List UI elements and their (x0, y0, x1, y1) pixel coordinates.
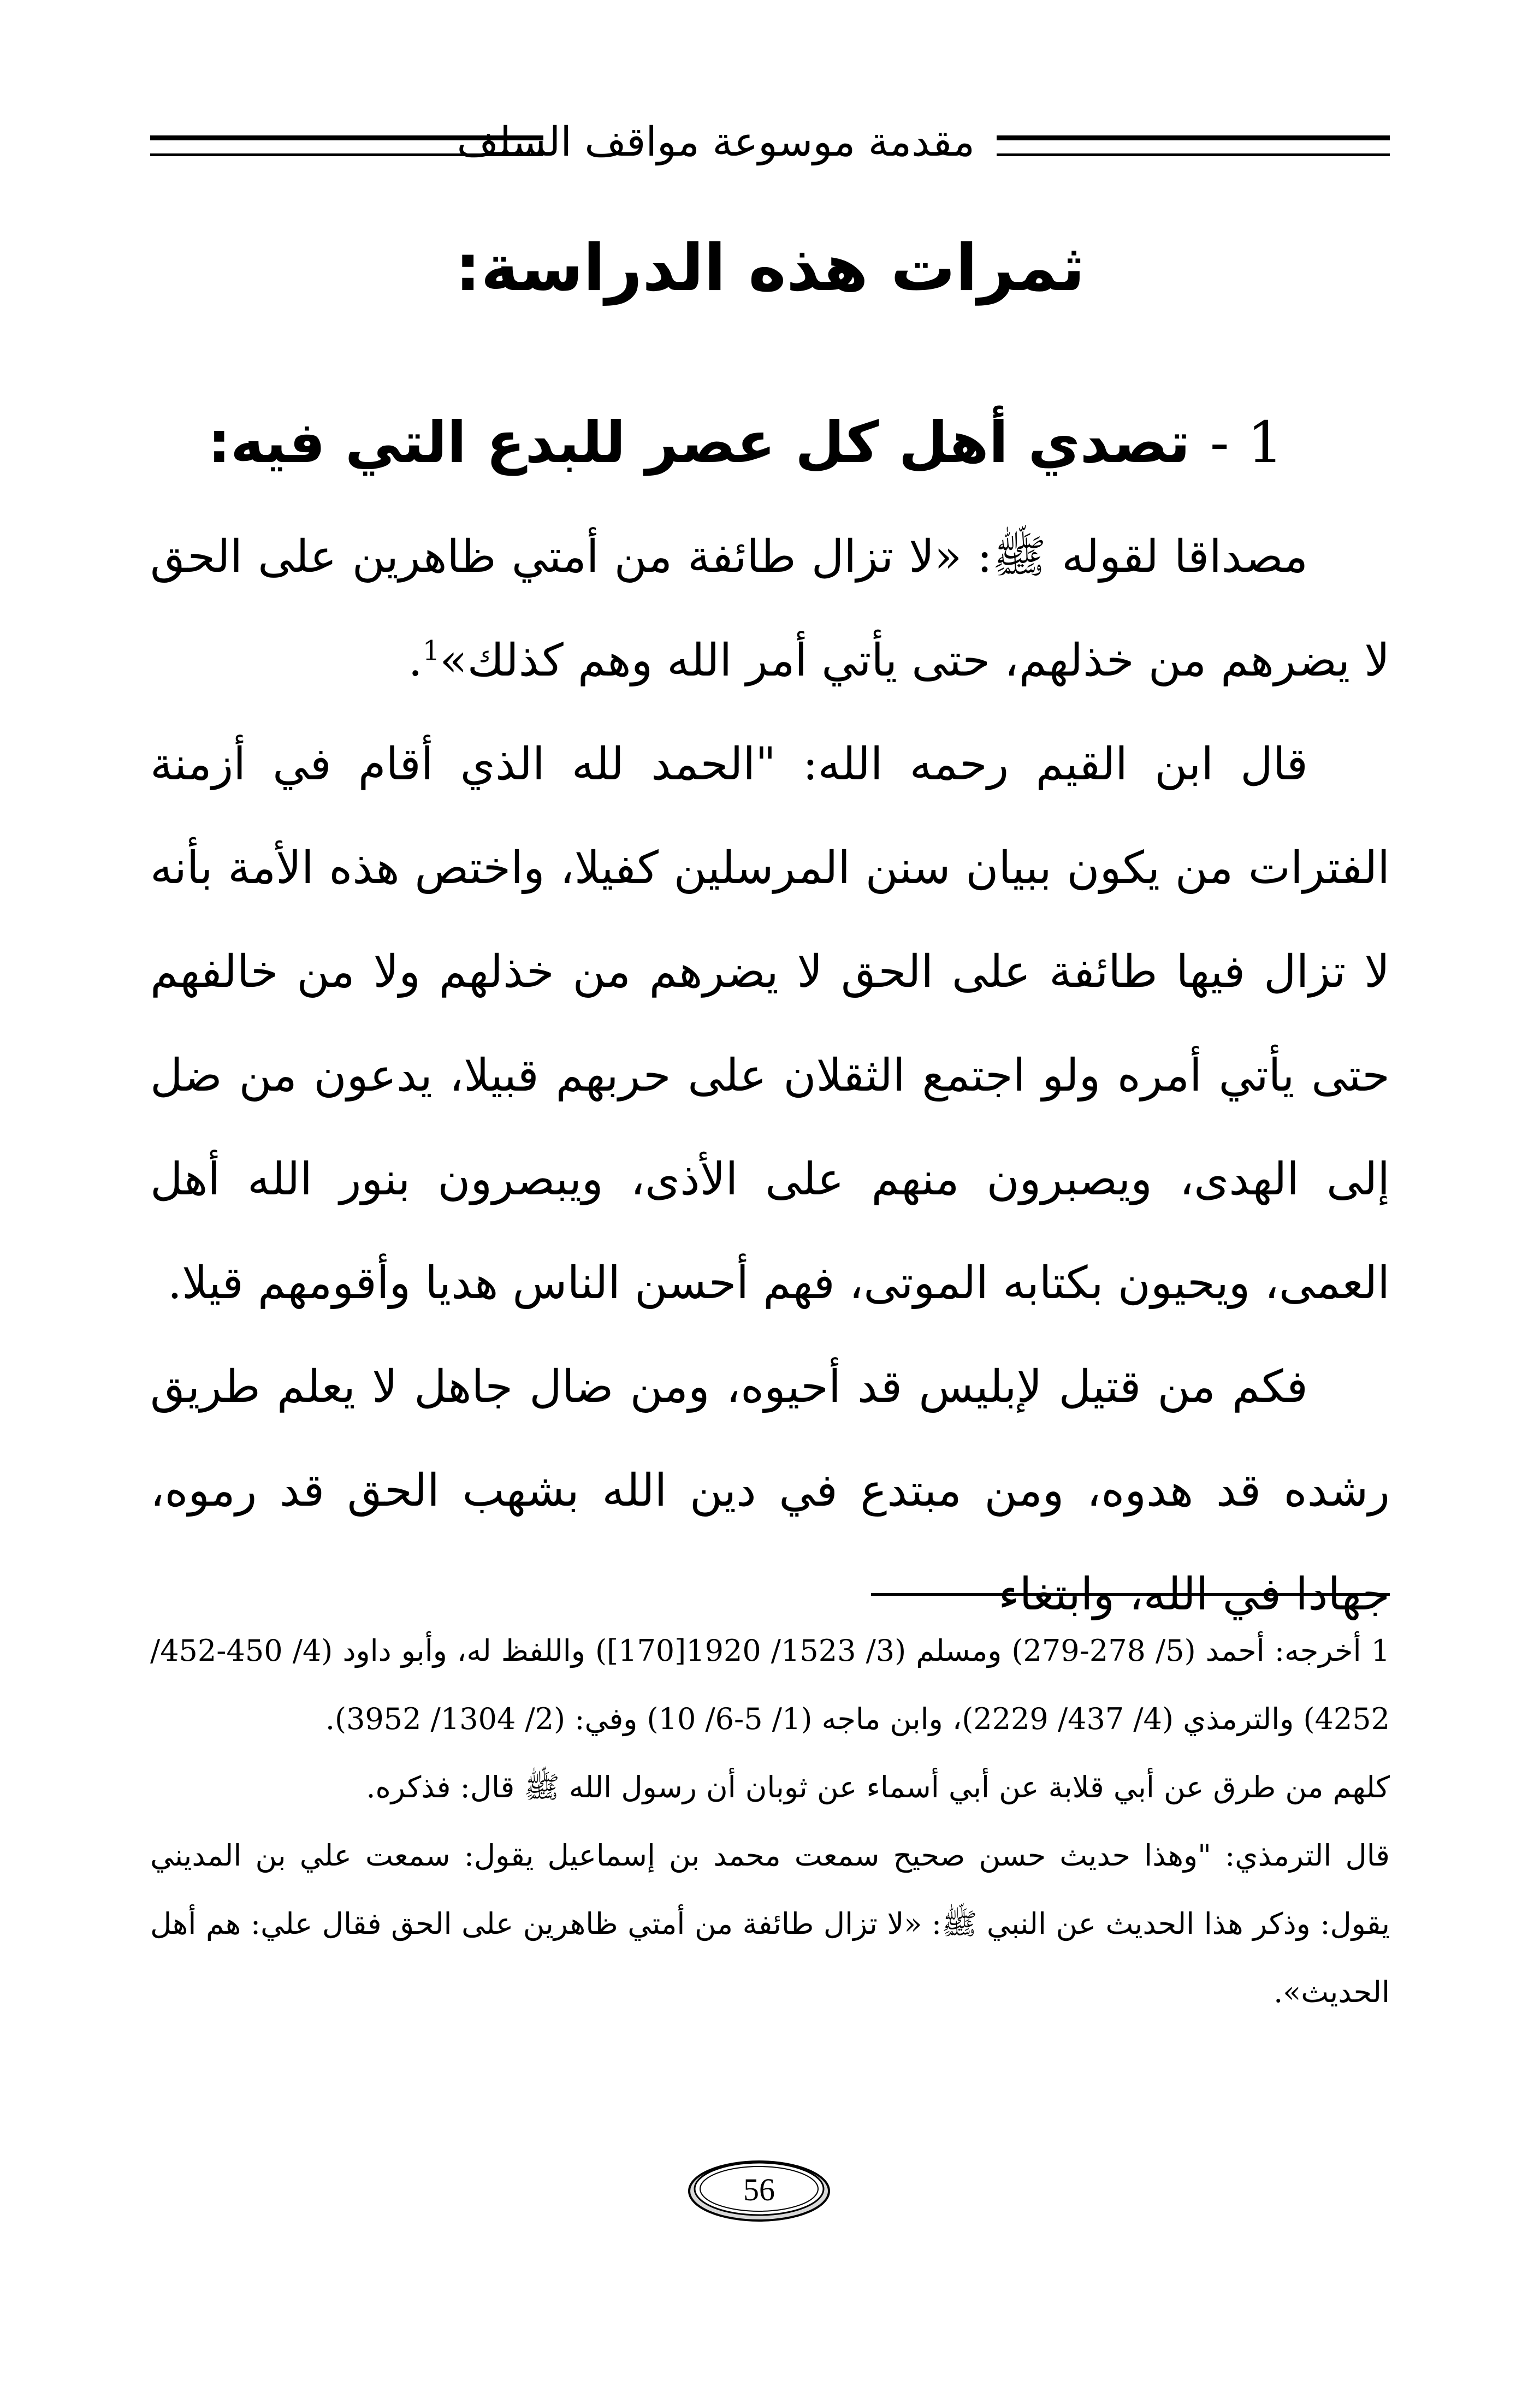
body-text (150, 505, 1390, 1647)
page-number-badge (683, 2154, 836, 2225)
footnote: كلهم من طرق عن أبي قلابة عن أبي أسماء عن ثوبان أن رسول الله ﷺ قال: فذكره. (366, 1770, 1390, 1804)
paragraph-end: . (408, 635, 423, 686)
footnote-separator (871, 1593, 1390, 1596)
paragraph: فكم من قتيل لإبليس قد أحيوه، ومن ضال جاهل لا يعلم طريق رشده قد هدوه، ومن مبتدع في دين الله بشهب الحق قد رموه، جهادا في الله، وابتغاء (150, 1361, 1390, 1620)
paragraph (150, 505, 1390, 713)
footnote: 1 أخرجه: أحمد (5/ 278-279) ومسلم (3/ 1523/ 1920[170]) واللفظ له، وأبو داود (4/ 450-452/ 4252) والترمذي (4/ 437/ 2229)، وابن ماجه (1/ 5-6/ 10) وفي: (2/ 1304/ 3952). (150, 1633, 1390, 1736)
paragraph-text: مصداقا لقوله ﷺ: «لا تزال طائفة من أمتي ظاهرين على الحق لا يضرهم من خذلهم، حتى يأتي أمر الله وهم كذلك» (150, 531, 1390, 686)
footnotes (150, 1617, 1390, 2026)
section-title: ثمرات هذه الدراسة: (455, 230, 1085, 305)
paragraph: قال ابن القيم رحمه الله: "الحمد لله الذي أقام في أزمنة الفترات من يكون ببيان سنن المرسلين كفيلا، واختص هذه الأمة بأنه لا تزال فيها طائفة على الحق لا يضرهم من خذلهم ولا من خالفهم حتى يأتي أمره ولو اجتمع الثقلان على حربهم قبيلا، يدعون من ضل إلى الهدى، ويصبرون منهم على الأذى، ويبصرون بنور الله أهل العمى، ويحيون بكتابه الموتى، فهم أحسن الناس هديا وأقومهم قيلا. (150, 738, 1390, 1309)
subsection-title: تصدي أهل كل عصر للبدع التي فيه: (208, 409, 1190, 476)
running-header (150, 112, 1390, 172)
header-rule-right (997, 135, 1390, 156)
page-number: 56 (743, 2172, 775, 2207)
subsection-heading (137, 393, 1283, 492)
subsection-number: 1 - (1210, 409, 1283, 476)
running-title: مقدمة موسوعة مواقف السلف (457, 119, 975, 165)
footnote-marker[interactable]: 1 (422, 635, 440, 667)
footnote: قال الترمذي: "وهذا حديث حسن صحيح سمعت محمد بن إسماعيل يقول: سمعت علي بن المديني يقول: وذكر هذا الحديث عن النبي ﷺ: «لا تزال طائفة من أمتي ظاهرين على الحق فقال علي: هم أهل الحديث». (150, 1838, 1390, 2009)
